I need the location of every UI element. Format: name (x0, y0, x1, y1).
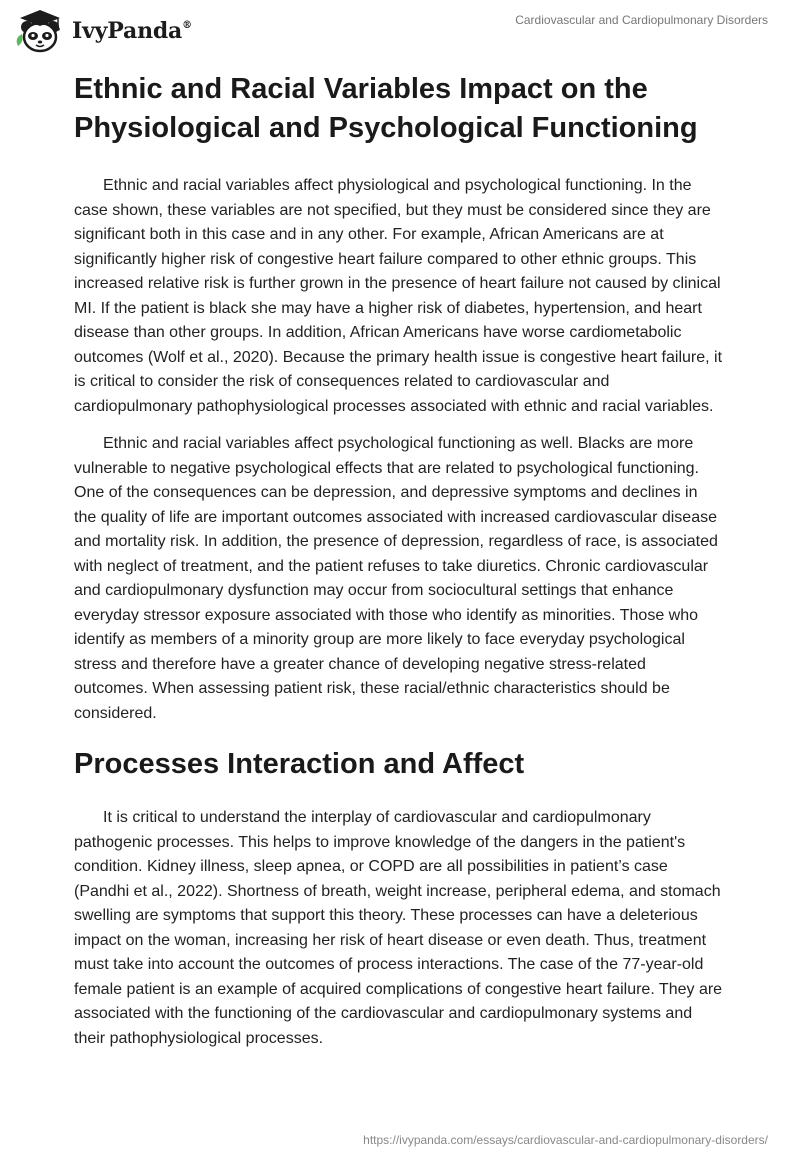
paragraph: It is critical to understand the interplay of cardiovascular and cardiopulmonary pathogenic processes. This helps to improve knowledge of the dangers in the patient's condition. Kidney illness, sleep apnea, or COPD are all possibilities in patient’s case (Pandhi et al., 2022). Shortness of breath, weight increase, peripheral edema, and stomach swelling are symptoms that support this theory. These processes can have a deleterious impact on the woman, increasing her risk of heart disease or even death. Thus, treatment must take into account the outcomes of process interactions. The case of the 77-year-old female patient is an example of acquired complications of congestive heart failure. They are associated with the functioning of the cardiovascular and cardiopulmonary systems and their pathophysiological processes. (74, 809, 723, 1047)
paragraph: Ethnic and racial variables affect physiological and psychological functioning. In the case shown, these variables are not specified, but they must be considered since they are significant both in this case and in any other. For example, African Americans are at significantly higher risk of congestive heart failure compared to other ethnic groups. This increased relative risk is further grown in the presence of heart failure not caused by clinical MI. If the patient is black she may have a higher risk of diabetes, hypertension, and heart disease than other groups. In addition, African Americans have worse cardiometabolic outcomes (Wolf et al., 2020). Because the primary health issue is congestive heart failure, it is critical to consider the risk of consequences related to cardiovascular and cardiopulmonary pathophysiological processes associated with ethnic and racial variables. (74, 177, 723, 415)
page-header (0, 0, 800, 60)
article-body (74, 70, 724, 1064)
ivypanda-logo[interactable] (12, 8, 192, 54)
paragraph: Ethnic and racial variables affect psychological functioning as well. Blacks are more vulnerable to negative psychological effects that are related to psychological functioning. One of the consequences can be depression, and depressive symptoms and declines in the quality of life are important outcomes associated with increased cardiovascular disease and mortality risk. In addition, the presence of depression, regardless of race, is associated with neglect of treatment, and the patient refuses to take diuretics. Chronic cardiovascular and cardiopulmonary dysfunction may occur from sociocultural settings that enhance everyday stressor exposure associated with those who identify as minorities. Those who identify as members of a minority group are more likely to face everyday psychological stress and therefore have a greater chance of developing negative stress-related outcomes. When assessing patient risk, these racial/ethnic characteristics should be considered. (74, 435, 718, 722)
section-heading: Processes Interaction and Affect (74, 748, 525, 780)
document-title: Cardiovascular and Cardiopulmonary Disorders (515, 13, 768, 27)
panda-graduate-icon (12, 8, 68, 54)
article-title: Ethnic and Racial Variables Impact on the Physiological and Psychological Functioning (74, 73, 698, 144)
source-url[interactable]: https://ivypanda.com/essays/cardiovascular-and-cardiopulmonary-disorders/ (363, 1133, 768, 1147)
brand-name: IvyPanda® (72, 18, 192, 44)
